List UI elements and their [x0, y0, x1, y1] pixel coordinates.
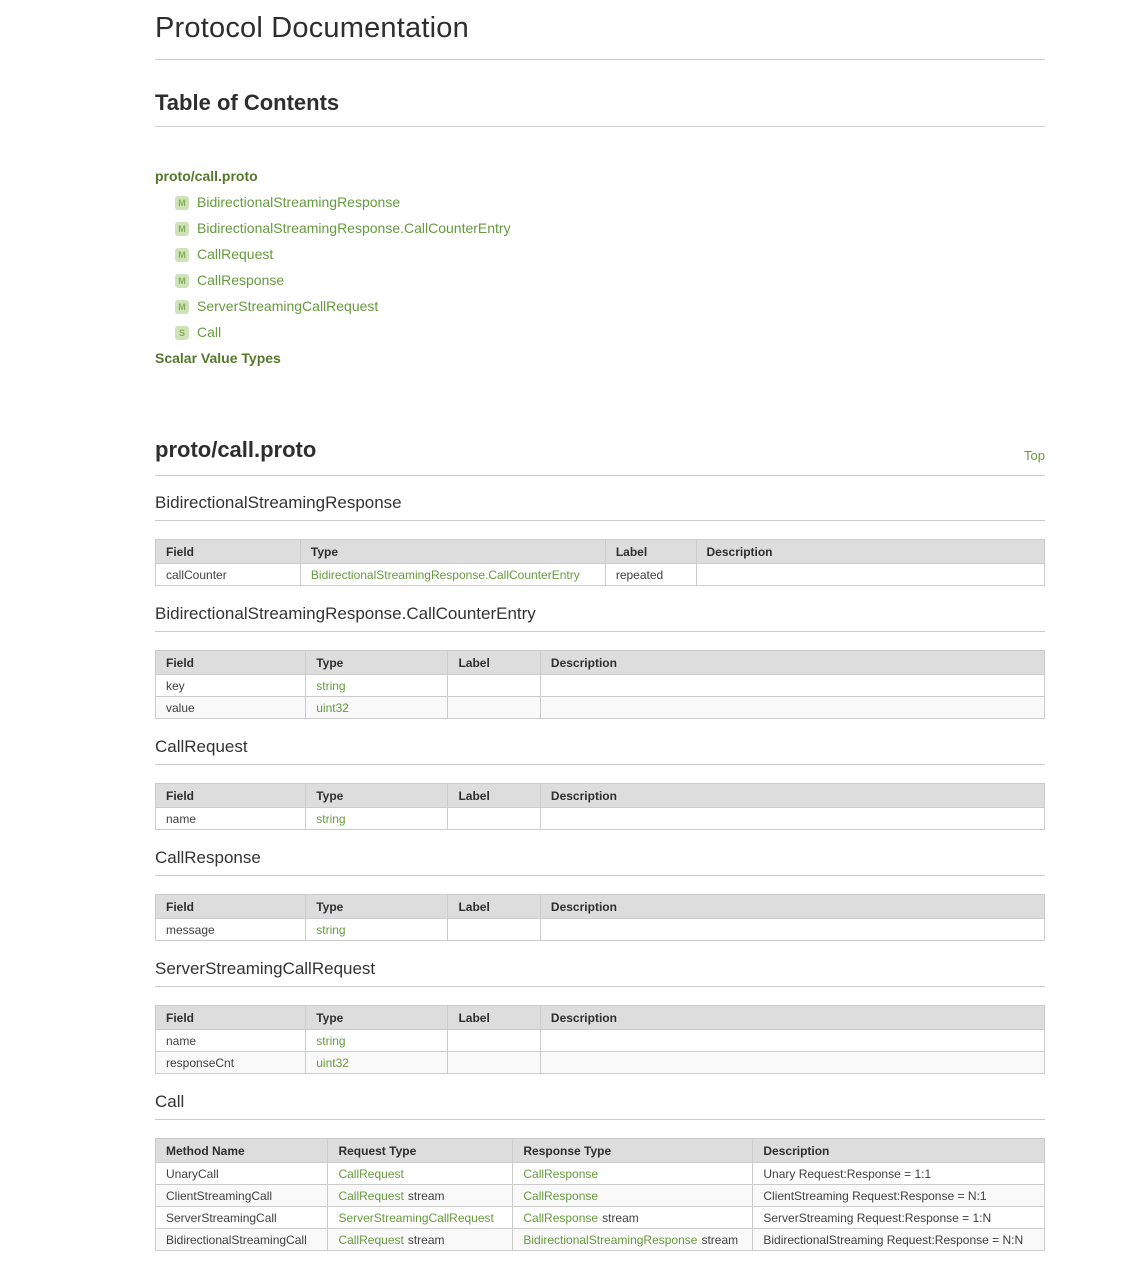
method-name: ServerStreamingCall	[156, 1207, 328, 1229]
table-row	[156, 564, 1045, 586]
column-header-description: Description	[540, 1006, 1044, 1030]
message-badge-icon: M	[175, 274, 189, 288]
stream-suffix: stream	[407, 1188, 445, 1203]
message-title-callresponse: CallResponse	[155, 848, 1045, 876]
column-header-type: Type	[306, 651, 448, 675]
toc-link[interactable]	[175, 324, 221, 340]
column-header-label: Label	[448, 651, 540, 675]
table-row	[156, 1185, 1045, 1207]
type-link[interactable]: CallRequest	[338, 1166, 404, 1181]
column-header-label: Label	[448, 1006, 540, 1030]
field-name: callCounter	[156, 564, 301, 586]
type-link[interactable]: CallRequest	[338, 1188, 404, 1203]
field-label	[448, 919, 540, 941]
column-header-label: Label	[448, 895, 540, 919]
stream-suffix: stream	[701, 1232, 739, 1247]
message-badge-icon: M	[175, 222, 189, 236]
message-title-bidirectionalstreamingresponse: BidirectionalStreamingResponse	[155, 493, 1045, 521]
method-name: BidirectionalStreamingCall	[156, 1229, 328, 1251]
type-link[interactable]: BidirectionalStreamingResponse	[523, 1232, 698, 1247]
table-row	[156, 919, 1045, 941]
method-description: BidirectionalStreaming Request:Response = N:N	[753, 1229, 1045, 1251]
method-name: UnaryCall	[156, 1163, 328, 1185]
toc-link-label: CallResponse	[197, 272, 285, 288]
fields-table-callresponse	[155, 894, 1045, 941]
type-link[interactable]: ServerStreamingCallRequest	[338, 1210, 494, 1225]
toc-file-link[interactable]: proto/call.proto	[155, 168, 258, 184]
type-link[interactable]: CallResponse	[523, 1210, 599, 1225]
file-title: proto/call.proto	[155, 437, 317, 462]
service-methods-table	[155, 1138, 1045, 1251]
column-header-description: Description	[753, 1139, 1045, 1163]
field-name: key	[156, 675, 306, 697]
fields-table-bidirectionalstreamingresponse	[155, 539, 1045, 586]
table-row	[156, 675, 1045, 697]
method-description: ServerStreaming Request:Response = 1:N	[753, 1207, 1045, 1229]
fields-table-callcounterentry	[155, 650, 1045, 719]
toc-item-serverstreamingcallrequest	[155, 293, 1045, 319]
type-link[interactable]: string	[316, 811, 346, 826]
toc-item-call-service	[155, 319, 1045, 345]
file-section-heading	[155, 437, 1045, 476]
field-description	[540, 697, 1044, 719]
table-header-row	[156, 1139, 1045, 1163]
message-title-serverstreamingcallrequest: ServerStreamingCallRequest	[155, 959, 1045, 987]
toc-item-callcounterentry	[155, 215, 1045, 241]
type-link[interactable]: uint32	[316, 700, 349, 715]
field-label	[448, 1030, 540, 1052]
column-header-description: Description	[540, 784, 1044, 808]
field-name: name	[156, 1030, 306, 1052]
column-header-request-type: Request Type	[328, 1139, 513, 1163]
column-header-field: Field	[156, 651, 306, 675]
field-description	[540, 1030, 1044, 1052]
field-description	[696, 564, 1045, 586]
table-header-row	[156, 651, 1045, 675]
toc-item-callrequest	[155, 241, 1045, 267]
table-header-row	[156, 1006, 1045, 1030]
table-row	[156, 697, 1045, 719]
type-link[interactable]: string	[316, 922, 346, 937]
toc-link-label: ServerStreamingCallRequest	[197, 298, 379, 314]
field-name: value	[156, 697, 306, 719]
method-description: Unary Request:Response = 1:1	[753, 1163, 1045, 1185]
column-header-label: Label	[448, 784, 540, 808]
column-header-field: Field	[156, 540, 301, 564]
column-header-label: Label	[605, 540, 696, 564]
toc-file-entry	[155, 163, 1045, 189]
column-header-type: Type	[300, 540, 605, 564]
message-badge-icon: M	[175, 300, 189, 314]
column-header-method-name: Method Name	[156, 1139, 328, 1163]
table-row	[156, 1052, 1045, 1074]
stream-suffix: stream	[407, 1232, 445, 1247]
toc-link[interactable]	[175, 194, 400, 210]
toc-link-label: Call	[197, 324, 222, 340]
column-header-field: Field	[156, 784, 306, 808]
type-link[interactable]: CallResponse	[523, 1188, 599, 1203]
type-link[interactable]: CallResponse	[523, 1166, 599, 1181]
field-description	[540, 919, 1044, 941]
type-link[interactable]: CallRequest	[338, 1232, 404, 1247]
toc-link-label: CallRequest	[197, 246, 274, 262]
service-badge-icon: S	[175, 326, 189, 340]
column-header-type: Type	[306, 1006, 448, 1030]
toc-link[interactable]	[175, 298, 378, 314]
table-of-contents	[155, 163, 1045, 371]
toc-link-label: BidirectionalStreamingResponse.CallCounterEntry	[197, 220, 511, 236]
table-row	[156, 1207, 1045, 1229]
method-description: ClientStreaming Request:Response = N:1	[753, 1185, 1045, 1207]
field-label	[448, 697, 540, 719]
page-title: Protocol Documentation	[155, 12, 469, 44]
type-link[interactable]: string	[316, 1033, 346, 1048]
field-name: name	[156, 808, 306, 830]
column-header-field: Field	[156, 895, 306, 919]
fields-table-callrequest	[155, 783, 1045, 830]
title-divider	[155, 59, 1045, 60]
stream-suffix: stream	[602, 1210, 639, 1225]
service-title-call: Call	[155, 1092, 1045, 1120]
table-header-row	[156, 784, 1045, 808]
message-title-callrequest: CallRequest	[155, 737, 1045, 765]
type-link[interactable]: BidirectionalStreamingResponse.CallCounterEntry	[310, 567, 580, 582]
toc-scalar-link[interactable]: Scalar Value Types	[155, 350, 281, 366]
field-label	[448, 808, 540, 830]
toc-link-label: BidirectionalStreamingResponse	[197, 194, 401, 210]
field-name: responseCnt	[156, 1052, 306, 1074]
field-label	[448, 675, 540, 697]
table-row	[156, 1030, 1045, 1052]
table-row	[156, 808, 1045, 830]
doc-page	[155, 0, 1045, 1251]
top-link[interactable]: Top	[1024, 448, 1045, 463]
toc-link[interactable]	[175, 272, 284, 288]
field-name: message	[156, 919, 306, 941]
toc-item-bidirectionalstreamingresponse	[155, 189, 1045, 215]
type-link[interactable]: uint32	[316, 1055, 349, 1070]
toc-item-callresponse	[155, 267, 1045, 293]
field-label	[448, 1052, 540, 1074]
message-badge-icon: M	[175, 196, 189, 210]
field-description	[540, 675, 1044, 697]
column-header-description: Description	[696, 540, 1045, 564]
toc-link[interactable]	[175, 246, 273, 262]
method-name: ClientStreamingCall	[156, 1185, 328, 1207]
toc-link[interactable]	[175, 220, 511, 236]
message-title-callcounterentry: BidirectionalStreamingResponse.CallCounterEntry	[155, 604, 1045, 632]
table-header-row	[156, 540, 1045, 564]
table-header-row	[156, 895, 1045, 919]
column-header-response-type: Response Type	[513, 1139, 753, 1163]
field-description	[540, 808, 1044, 830]
column-header-type: Type	[306, 895, 448, 919]
toc-heading: Table of Contents	[155, 90, 340, 115]
column-header-field: Field	[156, 1006, 306, 1030]
column-header-description: Description	[540, 895, 1044, 919]
table-row	[156, 1229, 1045, 1251]
column-header-description: Description	[540, 651, 1044, 675]
message-badge-icon: M	[175, 248, 189, 262]
field-description	[540, 1052, 1044, 1074]
fields-table-serverstreamingcallrequest	[155, 1005, 1045, 1074]
column-header-type: Type	[306, 784, 448, 808]
type-link[interactable]: string	[316, 678, 346, 693]
field-label: repeated	[605, 564, 696, 586]
toc-scalar-entry	[155, 345, 1045, 371]
table-row	[156, 1163, 1045, 1185]
toc-divider	[155, 126, 1045, 127]
